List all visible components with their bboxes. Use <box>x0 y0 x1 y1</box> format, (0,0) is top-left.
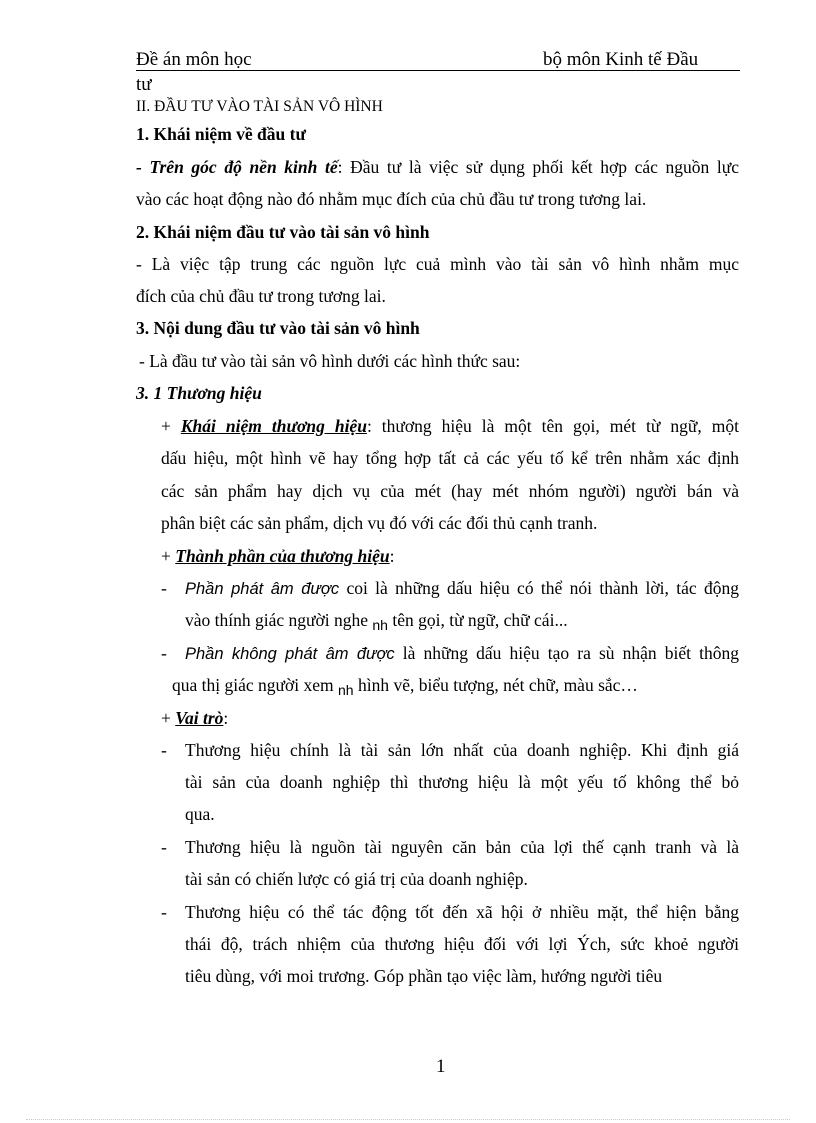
paragraph-2-line-2: đích của chủ đầu tư trong tương lai. <box>136 286 386 306</box>
header-right: bộ môn Kinh tế Đầu <box>543 49 699 70</box>
bullet-dash: - <box>161 740 167 760</box>
paragraph-2-line-1: - Là việc tập trung các nguồn lực cuả mình vào tài sản vô hình nhằm mục <box>136 254 739 274</box>
role-3-line-2: thái độ, trách nhiệm của thương hiệu đối với lợi Ých, sức khoẻ người <box>185 934 739 954</box>
bullet-dash: - <box>161 837 167 857</box>
role-2-line-2: tài sản có chiến lược có giá trị của doanh nghiệp. <box>185 869 528 889</box>
concept-line-1: + Khái niệm thương hiệu: thương hiệu là một tên gọi, mét từ ngữ, một <box>161 416 739 436</box>
bullet-1-line-1: Phần phát âm được coi là những dấu hiệu có thể nói thành lời, tác động <box>185 578 739 598</box>
heading-3-1: 3. 1 Thương hiệu <box>136 383 262 403</box>
paragraph-1-line-2: vào các hoạt động nào đó nhằm mục đích của chủ đầu tư trong tương lai. <box>136 189 647 209</box>
page-bottom-border <box>26 1119 790 1120</box>
role-1-line-3: qua. <box>185 804 215 824</box>
bullet-2-line-2: qua thị giác người xem $_{nh}$ hình vẽ, biểu tượng, nét chữ, màu sắc… <box>172 675 638 698</box>
heading-1: 1. Khái niệm về đầu tư <box>136 124 306 144</box>
role-2-line-1: Thương hiệu là nguồn tài nguyên căn bản của lợi thế cạnh tranh và là <box>185 837 739 857</box>
paragraph-1-lead: - Trên góc độ nền kinh tế <box>136 157 338 177</box>
heading-3: 3. Nội dung đầu tư vào tài sản vô hình <box>136 318 420 338</box>
bullet-dash: - <box>161 643 167 663</box>
header-left: Đề án môn học <box>136 49 252 70</box>
heading-2: 2. Khái niệm đầu tư vào tài sản vô hình <box>136 222 430 242</box>
concept-line-4: phân biệt các sản phẩm, dịch vụ đó với các đối thủ cạnh tranh. <box>161 513 598 533</box>
role-3-line-1: Thương hiệu có thể tác động tốt đến xã hội ở nhiều mặt, thể hiện bằng <box>185 902 739 922</box>
role-heading: + Vai trò: <box>161 708 229 728</box>
concept-line-3: các sản phẩm hay dịch vụ của mét (hay mét nhóm người) người bán và <box>161 481 739 501</box>
components-heading: + Thành phần của thương hiệu: <box>161 546 395 566</box>
role-3-line-3: tiêu dùng, với moi trương. Góp phần tạo việc làm, hướng người tiêu <box>185 966 663 986</box>
bullet-1-lead: Phần phát âm được <box>185 580 340 598</box>
role-1-line-2: tài sản của doanh nghiệp thì thương hiệu là một yếu tố không thể bỏ <box>185 772 739 792</box>
bullet-2-lead: Phần không phát âm được <box>185 645 395 663</box>
section-title: II. ĐẦU TƯ VÀO TÀI SẢN VÔ HÌNH <box>136 98 383 115</box>
bullet-dash: - <box>161 578 167 598</box>
bullet-1-line-2: vào thính giác người nghe $_{nh}$ tên gọi, từ ngữ, chữ cái... <box>185 610 568 633</box>
concept-lead: Khái niệm thương hiệu <box>180 416 367 436</box>
header-wrap: tư <box>136 74 152 95</box>
bullet-2-line-1: Phần không phát âm được là những dấu hiệu tạo ra sù nhận biết thông <box>185 643 739 663</box>
concept-line-2: dấu hiệu, một hình vẽ hay tổng hợp tất cả các yếu tố kể trên nhằm xác định <box>161 448 739 468</box>
header-rule <box>136 70 740 71</box>
bullet-dash: - <box>161 902 167 922</box>
paragraph-3: - Là đầu tư vào tài sản vô hình dưới các hình thức sau: <box>139 351 521 371</box>
page-number: 1 <box>436 1056 446 1077</box>
paragraph-1-line-1: - Trên góc độ nền kinh tế: Đầu tư là việc sử dụng phối kết hợp các nguồn lực <box>136 157 739 177</box>
role-1-line-1: Thương hiệu chính là tài sản lớn nhất của doanh nghiệp. Khi định giá <box>185 740 739 760</box>
